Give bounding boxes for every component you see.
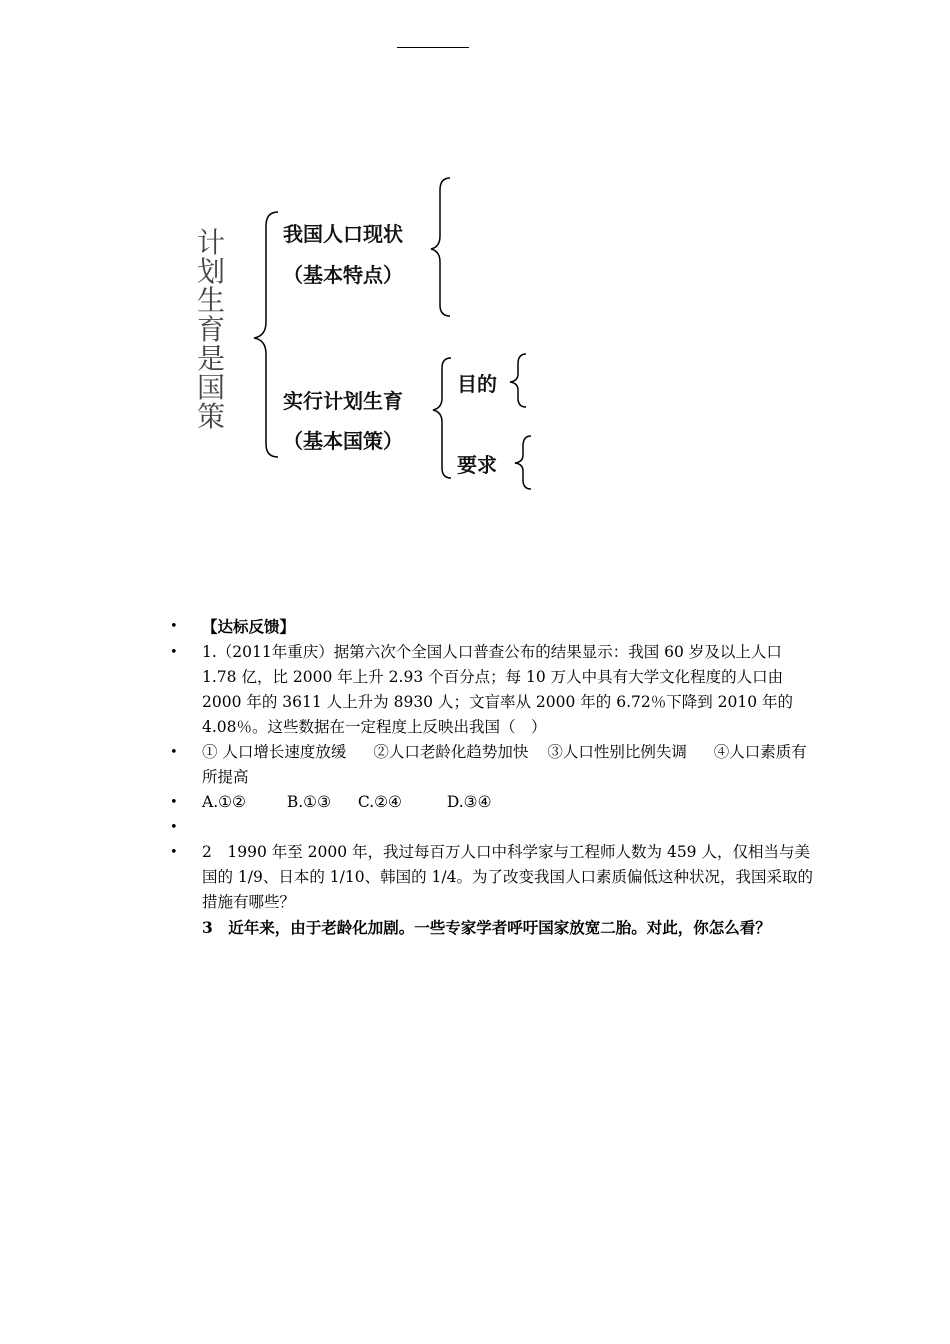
requirement-brace bbox=[515, 436, 531, 489]
main-brace bbox=[254, 212, 278, 457]
diagram-vertical-title: 计划生育是国策 bbox=[196, 226, 225, 433]
policy-brace bbox=[433, 358, 451, 478]
bullet: • bbox=[170, 745, 178, 760]
question-1 bbox=[170, 640, 820, 740]
option-4: ④人口素质有所提高 bbox=[202, 743, 807, 786]
answer-d: D.③④ bbox=[446, 793, 492, 811]
question-3-text: 3 近年来，由于老龄化加剧。一些专家学者呼吁国家放宽二胎。对此，你怎么看？ bbox=[202, 918, 771, 937]
policy-label: 实行计划生育 bbox=[283, 389, 403, 413]
bullet: • bbox=[170, 645, 178, 660]
option-2: ②人口老龄化趋势加快 bbox=[373, 743, 529, 761]
bullet: • bbox=[170, 619, 178, 634]
question-1-answers bbox=[170, 790, 820, 815]
bullet: • bbox=[170, 795, 178, 810]
option-1: ① 人口增长速度放缓 bbox=[202, 743, 347, 761]
status-brace bbox=[431, 178, 450, 316]
feedback-heading: 【达标反馈】 bbox=[202, 617, 296, 636]
bullet: • bbox=[170, 845, 178, 860]
answer-c: C.②④ bbox=[357, 793, 402, 811]
empty-bullet-row bbox=[170, 815, 820, 840]
feedback-heading-row bbox=[170, 614, 820, 640]
status-label: 我国人口现状 bbox=[283, 222, 403, 246]
question-2-text: 2 1990 年至 2000 年，我过每百万人口中科学家与工程师人数为 459 人，仅相当与美国的 1/9、日本的 1/10、韩国的 1/4。为了改变我国人口素质偏低这种状况，我国采取的措施有哪些？ bbox=[202, 843, 813, 911]
option-3: ③人口性别比例失调 bbox=[547, 743, 687, 761]
question-1-options bbox=[170, 740, 820, 790]
requirement-label: 要求 bbox=[457, 453, 497, 477]
bullet: • bbox=[170, 820, 178, 835]
concept-diagram bbox=[0, 0, 950, 560]
policy-sublabel: （基本国策） bbox=[283, 429, 403, 453]
feedback-section bbox=[170, 614, 820, 940]
purpose-label: 目的 bbox=[457, 372, 497, 396]
question-2 bbox=[170, 840, 820, 915]
status-sublabel: （基本特点） bbox=[283, 263, 403, 287]
answer-a: A.①② bbox=[202, 793, 246, 811]
question-1-text: 1.（2011年重庆）据第六次个全国人口普查公布的结果显示：我国 60 岁及以上人口 1.78 亿，比 2000 年上升 2.93 个百分点；每 10 万人中具有大学文化程度的人口由 2000 年的 3611 人上升为 8930 人；文盲率从 2000 年的 6.72％下降到 2010 年的 4.08％。这些数据在一定程度上反映出我国（ ） bbox=[202, 643, 794, 736]
answer-b: B.①③ bbox=[286, 793, 331, 811]
purpose-brace bbox=[510, 354, 526, 407]
